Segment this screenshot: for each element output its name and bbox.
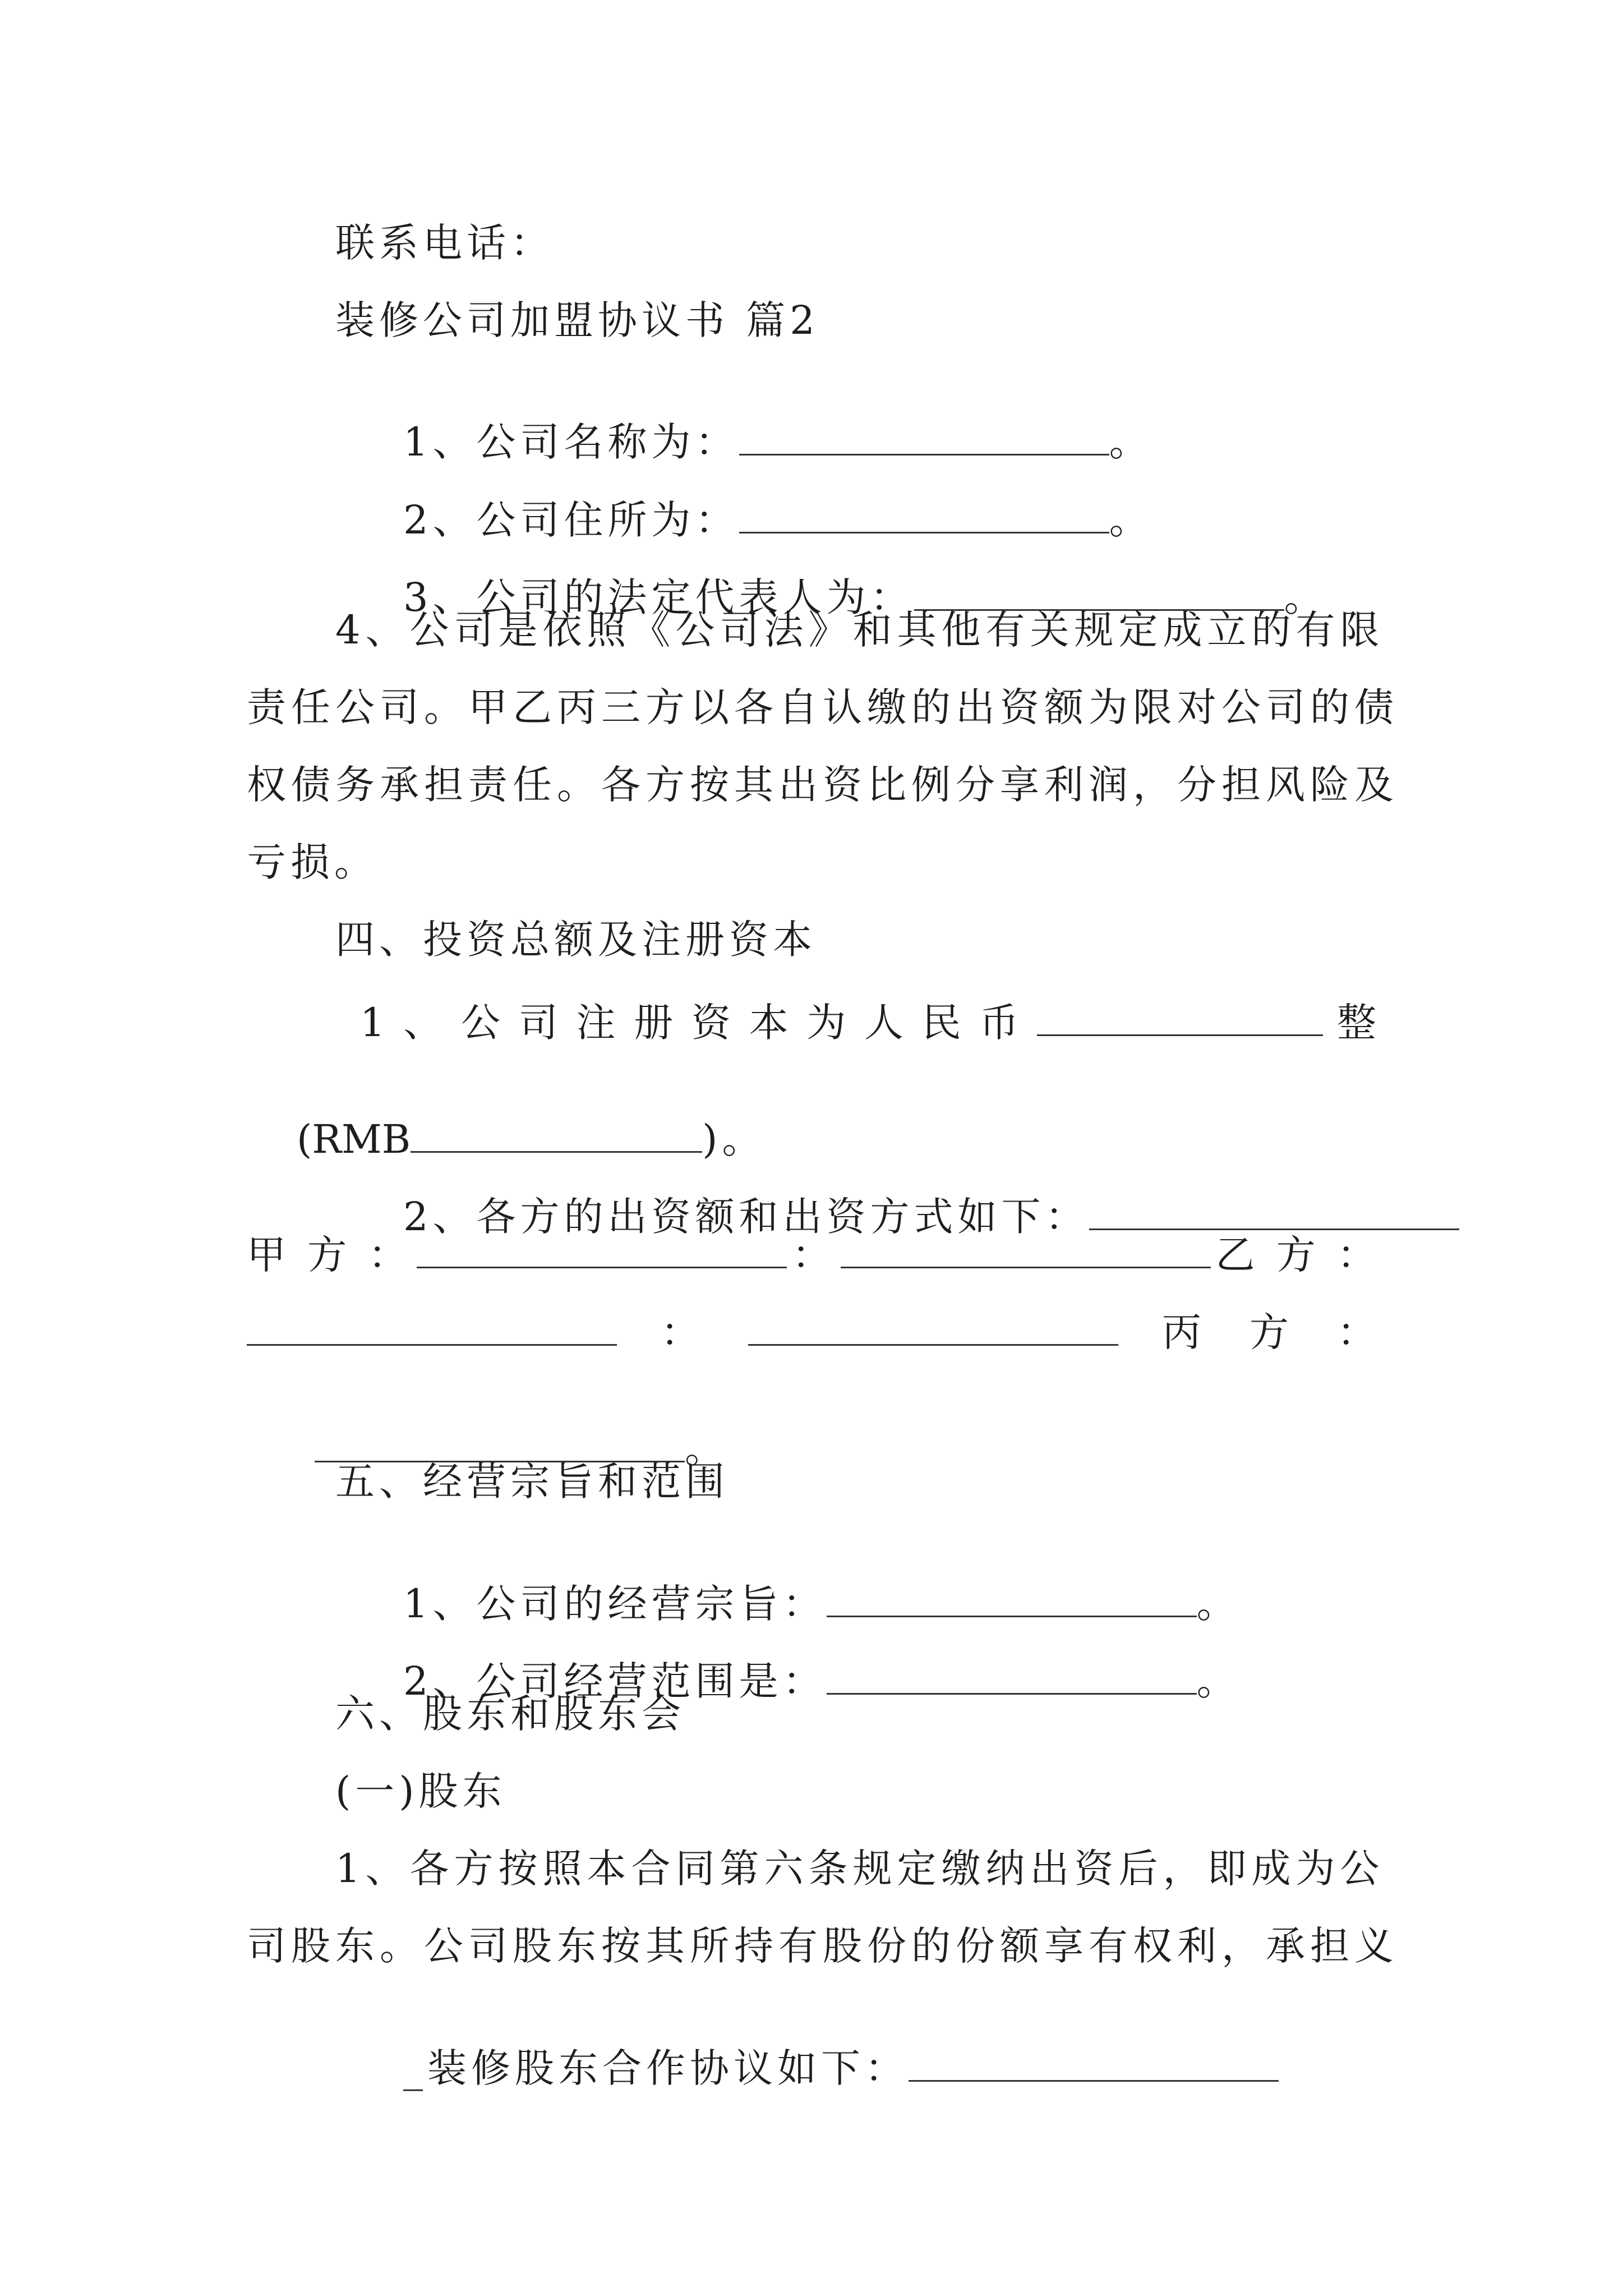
party-c-line <box>247 1307 1381 1355</box>
line-char: ： <box>791 1232 836 1278</box>
line-char: 册 <box>634 1000 678 1046</box>
blank-field <box>315 1424 685 1462</box>
line-char: 人 <box>864 1000 909 1046</box>
paragraph-line: 1、各方按照本合同第六条规定缴纳出资后，即成为公 <box>335 1846 1385 1892</box>
contact-phone-line: 联系电话： <box>335 220 554 266</box>
paragraph-line: 权债务承担责任。各方按其出资比例分享利润，分担风险及 <box>247 762 1399 808</box>
section-heading: 六、股东和股东会 <box>335 1691 685 1737</box>
line-char: 司 <box>518 1000 562 1046</box>
line-char: 为 <box>806 1000 851 1046</box>
line-char: 民 <box>921 1000 966 1046</box>
blank-field <box>739 495 1109 533</box>
paragraph-line: 4、公司是依照《公司法》和其他有关规定成立的有限 <box>335 607 1385 653</box>
line-char: 本 <box>749 1000 793 1046</box>
party-a-label: 甲 方 ： <box>247 1232 412 1278</box>
line-text: 。 <box>1284 574 1328 620</box>
blank-field <box>914 572 1284 611</box>
blank-field <box>247 1307 617 1346</box>
line-text: 2、公司住所为： <box>403 497 739 543</box>
line-char: ： <box>661 1309 704 1355</box>
party-a-b-line <box>247 1230 1381 1278</box>
paragraph-line: 责任公司。甲乙丙三方以各自认缴的出资额为限对公司的债 <box>247 684 1399 730</box>
line-char: 、 <box>403 1000 448 1046</box>
line-text: )。 <box>702 1116 766 1162</box>
party-b-label: 乙 方 ： <box>1215 1232 1381 1278</box>
line-char: 资 <box>691 1000 735 1046</box>
line-text: _装修股东合作协议如下： <box>403 2045 909 2091</box>
paragraph-line: 司股东。公司股东按其所持有股份的份额享有权利，承担义 <box>247 1923 1399 1969</box>
line-char: 丙 <box>1162 1309 1206 1355</box>
agreement-line <box>335 2004 1279 2127</box>
line-char: 1 <box>360 1000 390 1046</box>
blank-field <box>417 1230 787 1268</box>
line-char: 方 <box>1249 1309 1293 1355</box>
line-text: 1、公司名称为： <box>403 419 739 465</box>
blank-field <box>748 1307 1118 1346</box>
line-char: 整 <box>1336 1000 1381 1046</box>
line-text: 1、公司的经营宗旨： <box>403 1581 827 1627</box>
line-text: 。 <box>1109 497 1153 543</box>
blank-field <box>827 1656 1197 1695</box>
line-text: 。 <box>1109 419 1153 465</box>
line-text: 。 <box>1196 1581 1241 1627</box>
blank-field <box>1037 997 1323 1036</box>
line-text: 3、公司的法定代表人为： <box>403 574 914 620</box>
line-char: 注 <box>576 1000 620 1046</box>
blank-field <box>1089 1191 1459 1230</box>
blank-field <box>909 2043 1279 2082</box>
line-text: (RMB <box>297 1116 411 1162</box>
blank-field <box>411 1114 702 1153</box>
line-char: 币 <box>979 1000 1023 1046</box>
blank-field <box>827 1579 1197 1617</box>
line-char: 公 <box>460 1000 505 1046</box>
blank-field <box>739 417 1109 455</box>
paragraph-line: 亏损。 <box>247 839 378 885</box>
line-text: 2、各方的出资额和出资方式如下： <box>403 1194 1089 1240</box>
line-char: ： <box>1337 1309 1381 1355</box>
section-heading: 四、投资总额及注册资本 <box>335 917 817 963</box>
line-text: 2、公司经营范围是： <box>403 1658 827 1704</box>
line-text: 。 <box>685 1426 729 1472</box>
blank-field <box>841 1230 1211 1268</box>
section-heading: 五、经营宗旨和范围 <box>335 1458 729 1504</box>
registered-capital-line <box>360 997 1381 1046</box>
subsection-heading: (一)股东 <box>335 1768 506 1814</box>
line-text: 。 <box>1196 1658 1241 1704</box>
section-title: 装修公司加盟协议书 篇2 <box>335 297 819 343</box>
